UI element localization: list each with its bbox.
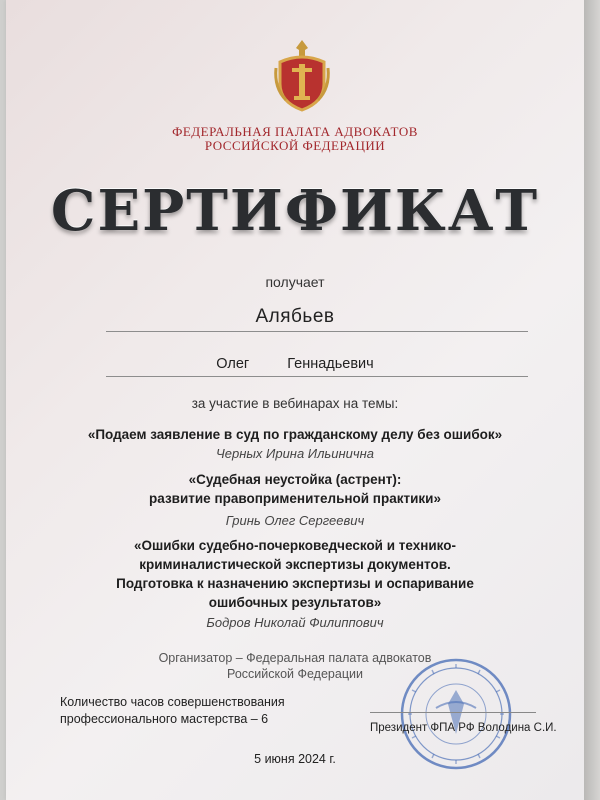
organizer-line: Российской Федерации [227, 667, 363, 681]
webinar-topic-3-line: «Ошибки судебно-почерковедческой и технико- [133, 538, 457, 553]
signature-line [370, 712, 536, 713]
participation-text: за участие в вебинарах на темы: [191, 396, 399, 411]
organizer-line: Организатор – Федеральная палата адвокатов [158, 651, 432, 665]
webinar-topic-1-line: «Подаем заявление в суд по гражданскому делу без ошибок» [87, 427, 503, 442]
webinar-lecturer-3: Бодров Николай Филиппович [206, 615, 384, 630]
president-signature-text: Президент ФПА РФ Володина С.И. [370, 722, 557, 734]
given-names-underline [106, 376, 528, 377]
webinar-topic-2 [6, 470, 584, 508]
issue-date: 5 июня 2024 г. [254, 752, 336, 766]
recipient-surname: Алябьев [255, 306, 335, 327]
webinar-topic-1 [6, 425, 584, 444]
webinar-lecturer-2: Гринь Олег Сергеевич [225, 513, 365, 528]
certificate-sheet [6, 0, 584, 800]
hours-text [60, 694, 285, 728]
receives-label: получает [265, 274, 325, 290]
background-edge [584, 0, 600, 800]
webinar-topic-2-line: развитие правоприменительной практики» [149, 491, 441, 506]
webinar-lecturer-1: Черных Ирина Ильинична [216, 446, 374, 461]
surname-underline [106, 331, 528, 332]
recipient-given-names [6, 356, 584, 372]
recipient-first-name: Олег [216, 356, 250, 372]
webinar-topic-3-line: криминалистической экспертизы документов. [139, 557, 451, 572]
hours-line: Количество часов совершенствования [60, 695, 285, 709]
organization-name-line1: ФЕДЕРАЛЬНАЯ ПАЛАТА АДВОКАТОВ [172, 124, 418, 139]
recipient-patronymic: Геннадьевич [287, 356, 374, 372]
webinar-topic-3 [6, 536, 584, 612]
webinar-topic-3-line: ошибочных результатов» [208, 595, 382, 610]
webinar-topic-3-line: Подготовка к назначению экспертизы и оспаривание [116, 576, 474, 591]
bar-association-emblem-icon [272, 38, 332, 114]
certificate-title: СЕРТИФИКАТ [50, 178, 540, 244]
webinar-topic-2-line: «Судебная неустойка (астрент): [188, 472, 402, 487]
hours-line: профессионального мастерства – 6 [60, 712, 269, 726]
organization-name-line2: РОССИЙСКОЙ ФЕДЕРАЦИИ [204, 138, 386, 153]
